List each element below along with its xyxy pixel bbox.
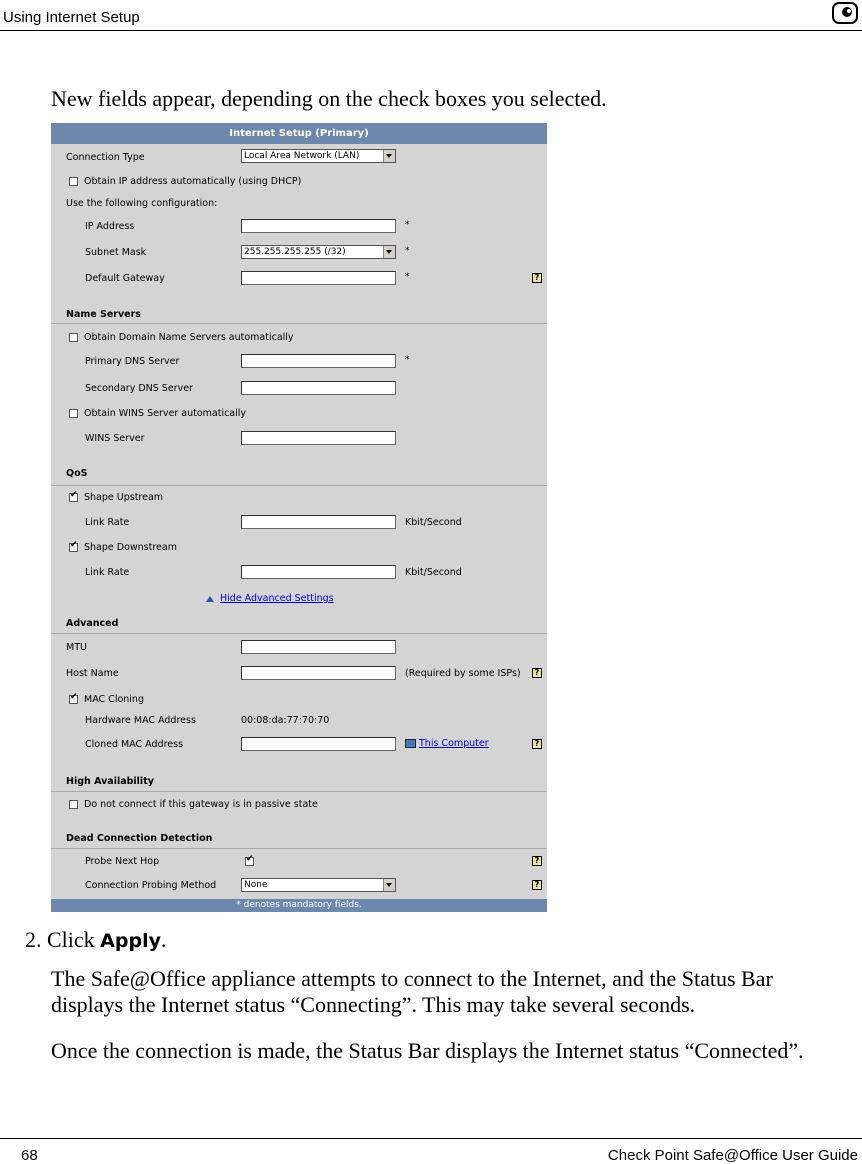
mandatory-star: * xyxy=(405,355,410,365)
help-icon[interactable]: ? xyxy=(532,880,542,890)
host-name-label: Host Name xyxy=(66,668,119,679)
upstream-link-rate-label: Link Rate xyxy=(85,517,130,528)
step-2 xyxy=(25,927,166,954)
apply-keyword: Apply xyxy=(100,930,161,952)
page-footer xyxy=(0,1138,862,1164)
this-computer-link[interactable]: This Computer xyxy=(419,738,489,749)
cloned-mac-input[interactable] xyxy=(241,737,396,751)
page-header xyxy=(0,0,862,31)
mandatory-star: * xyxy=(405,272,410,282)
kbit-unit: Kbit/Second xyxy=(405,567,462,578)
help-icon[interactable]: ? xyxy=(532,856,542,866)
panel-footer: * denotes mandatory fields. xyxy=(51,899,547,912)
default-gateway-label: Default Gateway xyxy=(85,273,165,284)
subnet-mask-value: 255.255.255.255 (/32) xyxy=(244,247,346,257)
mac-cloning-label: MAC Cloning xyxy=(84,694,144,705)
ip-address-label: IP Address xyxy=(85,221,135,232)
triangle-up-icon xyxy=(206,596,214,602)
shape-downstream-checkbox[interactable] xyxy=(69,543,78,552)
help-icon[interactable]: ? xyxy=(532,668,542,678)
probing-method-select[interactable] xyxy=(241,878,396,892)
passive-state-checkbox[interactable] xyxy=(69,800,78,809)
guide-title: Check Point Safe@Office User Guide xyxy=(607,1147,858,1164)
passive-state-label: Do not connect if this gateway is in passive state xyxy=(84,799,318,810)
host-name-note: (Required by some ISPs) xyxy=(405,668,521,679)
shape-upstream-checkbox[interactable] xyxy=(69,493,78,502)
hardware-mac-value: 00:08:da:77:70:70 xyxy=(241,715,330,726)
obtain-wins-label: Obtain WINS Server automatically xyxy=(84,408,247,419)
obtain-dns-label: Obtain Domain Name Servers automatically xyxy=(84,332,294,343)
obtain-wins-checkbox[interactable] xyxy=(69,409,78,418)
host-name-input[interactable] xyxy=(241,666,396,680)
high-availability-heading: High Availability xyxy=(66,776,154,787)
wins-server-input[interactable] xyxy=(241,431,396,445)
mtu-input[interactable] xyxy=(241,640,396,654)
cloned-mac-label: Cloned MAC Address xyxy=(85,739,184,750)
chevron-down-icon xyxy=(383,150,395,162)
chevron-down-icon xyxy=(383,246,395,258)
secondary-dns-input[interactable] xyxy=(241,381,396,395)
dead-connection-heading: Dead Connection Detection xyxy=(66,833,213,844)
mandatory-star: * xyxy=(405,246,410,256)
connection-type-value: Local Area Network (LAN) xyxy=(244,151,360,161)
obtain-ip-label: Obtain IP address automatically (using DHCP) xyxy=(84,176,302,187)
secondary-dns-label: Secondary DNS Server xyxy=(85,383,193,394)
obtain-ip-checkbox[interactable] xyxy=(69,177,78,186)
intro-paragraph: New fields appear, depending on the check boxes you selected. xyxy=(51,86,607,111)
step-suffix: . xyxy=(160,927,167,952)
obtain-dns-checkbox[interactable] xyxy=(69,333,78,342)
default-gateway-input[interactable] xyxy=(241,271,396,285)
help-icon[interactable]: ? xyxy=(532,739,542,749)
divider xyxy=(51,791,547,792)
connected-paragraph: Once the connection is made, the Status Bar displays the Internet status “Connected”. xyxy=(51,1038,804,1063)
probe-next-hop-checkbox[interactable] xyxy=(245,857,254,866)
computer-icon xyxy=(405,739,416,748)
hardware-mac-label: Hardware MAC Address xyxy=(85,715,196,726)
wins-server-label: WINS Server xyxy=(85,433,145,444)
divider xyxy=(51,485,547,486)
upstream-link-rate-input[interactable] xyxy=(241,515,396,529)
page-number: 68 xyxy=(21,1147,38,1164)
check-point-logo-icon xyxy=(832,2,858,24)
probing-method-label: Connection Probing Method xyxy=(85,880,217,891)
ip-address-input[interactable] xyxy=(241,219,396,233)
name-servers-heading: Name Servers xyxy=(66,309,141,320)
probing-method-value: None xyxy=(244,880,268,890)
step-number: 2. xyxy=(25,927,42,952)
subnet-mask-select[interactable] xyxy=(241,245,396,259)
probe-next-hop-label: Probe Next Hop xyxy=(85,856,160,867)
mac-cloning-checkbox[interactable] xyxy=(69,695,78,704)
qos-heading: QoS xyxy=(66,468,88,479)
help-icon[interactable]: ? xyxy=(532,273,542,283)
kbit-unit: Kbit/Second xyxy=(405,517,462,528)
header-title: Using Internet Setup xyxy=(3,9,140,26)
divider xyxy=(51,633,547,634)
chevron-down-icon xyxy=(383,879,395,891)
connection-type-label: Connection Type xyxy=(66,152,145,163)
mandatory-star: * xyxy=(405,220,410,230)
hide-advanced-link[interactable]: Hide Advanced Settings xyxy=(220,593,334,604)
subnet-mask-label: Subnet Mask xyxy=(85,247,147,258)
primary-dns-input[interactable] xyxy=(241,354,396,368)
divider xyxy=(51,323,547,324)
downstream-link-rate-label: Link Rate xyxy=(85,567,130,578)
internet-setup-panel xyxy=(51,123,547,912)
panel-title: Internet Setup (Primary) xyxy=(51,123,547,144)
shape-downstream-label: Shape Downstream xyxy=(84,542,177,553)
advanced-heading: Advanced xyxy=(66,618,119,629)
mtu-label: MTU xyxy=(66,642,87,653)
step-prefix: Click xyxy=(47,927,101,952)
shape-upstream-label: Shape Upstream xyxy=(84,492,164,503)
connecting-paragraph: The Safe@Office appliance attempts to connect to the Internet, and the Status Bar displays the Internet status “Connecting”. This may take several seconds. xyxy=(51,966,773,1017)
primary-dns-label: Primary DNS Server xyxy=(85,356,180,367)
divider xyxy=(51,848,547,849)
downstream-link-rate-input[interactable] xyxy=(241,565,396,579)
connection-type-select[interactable] xyxy=(241,149,396,163)
use-following-label: Use the following configuration: xyxy=(66,198,218,209)
